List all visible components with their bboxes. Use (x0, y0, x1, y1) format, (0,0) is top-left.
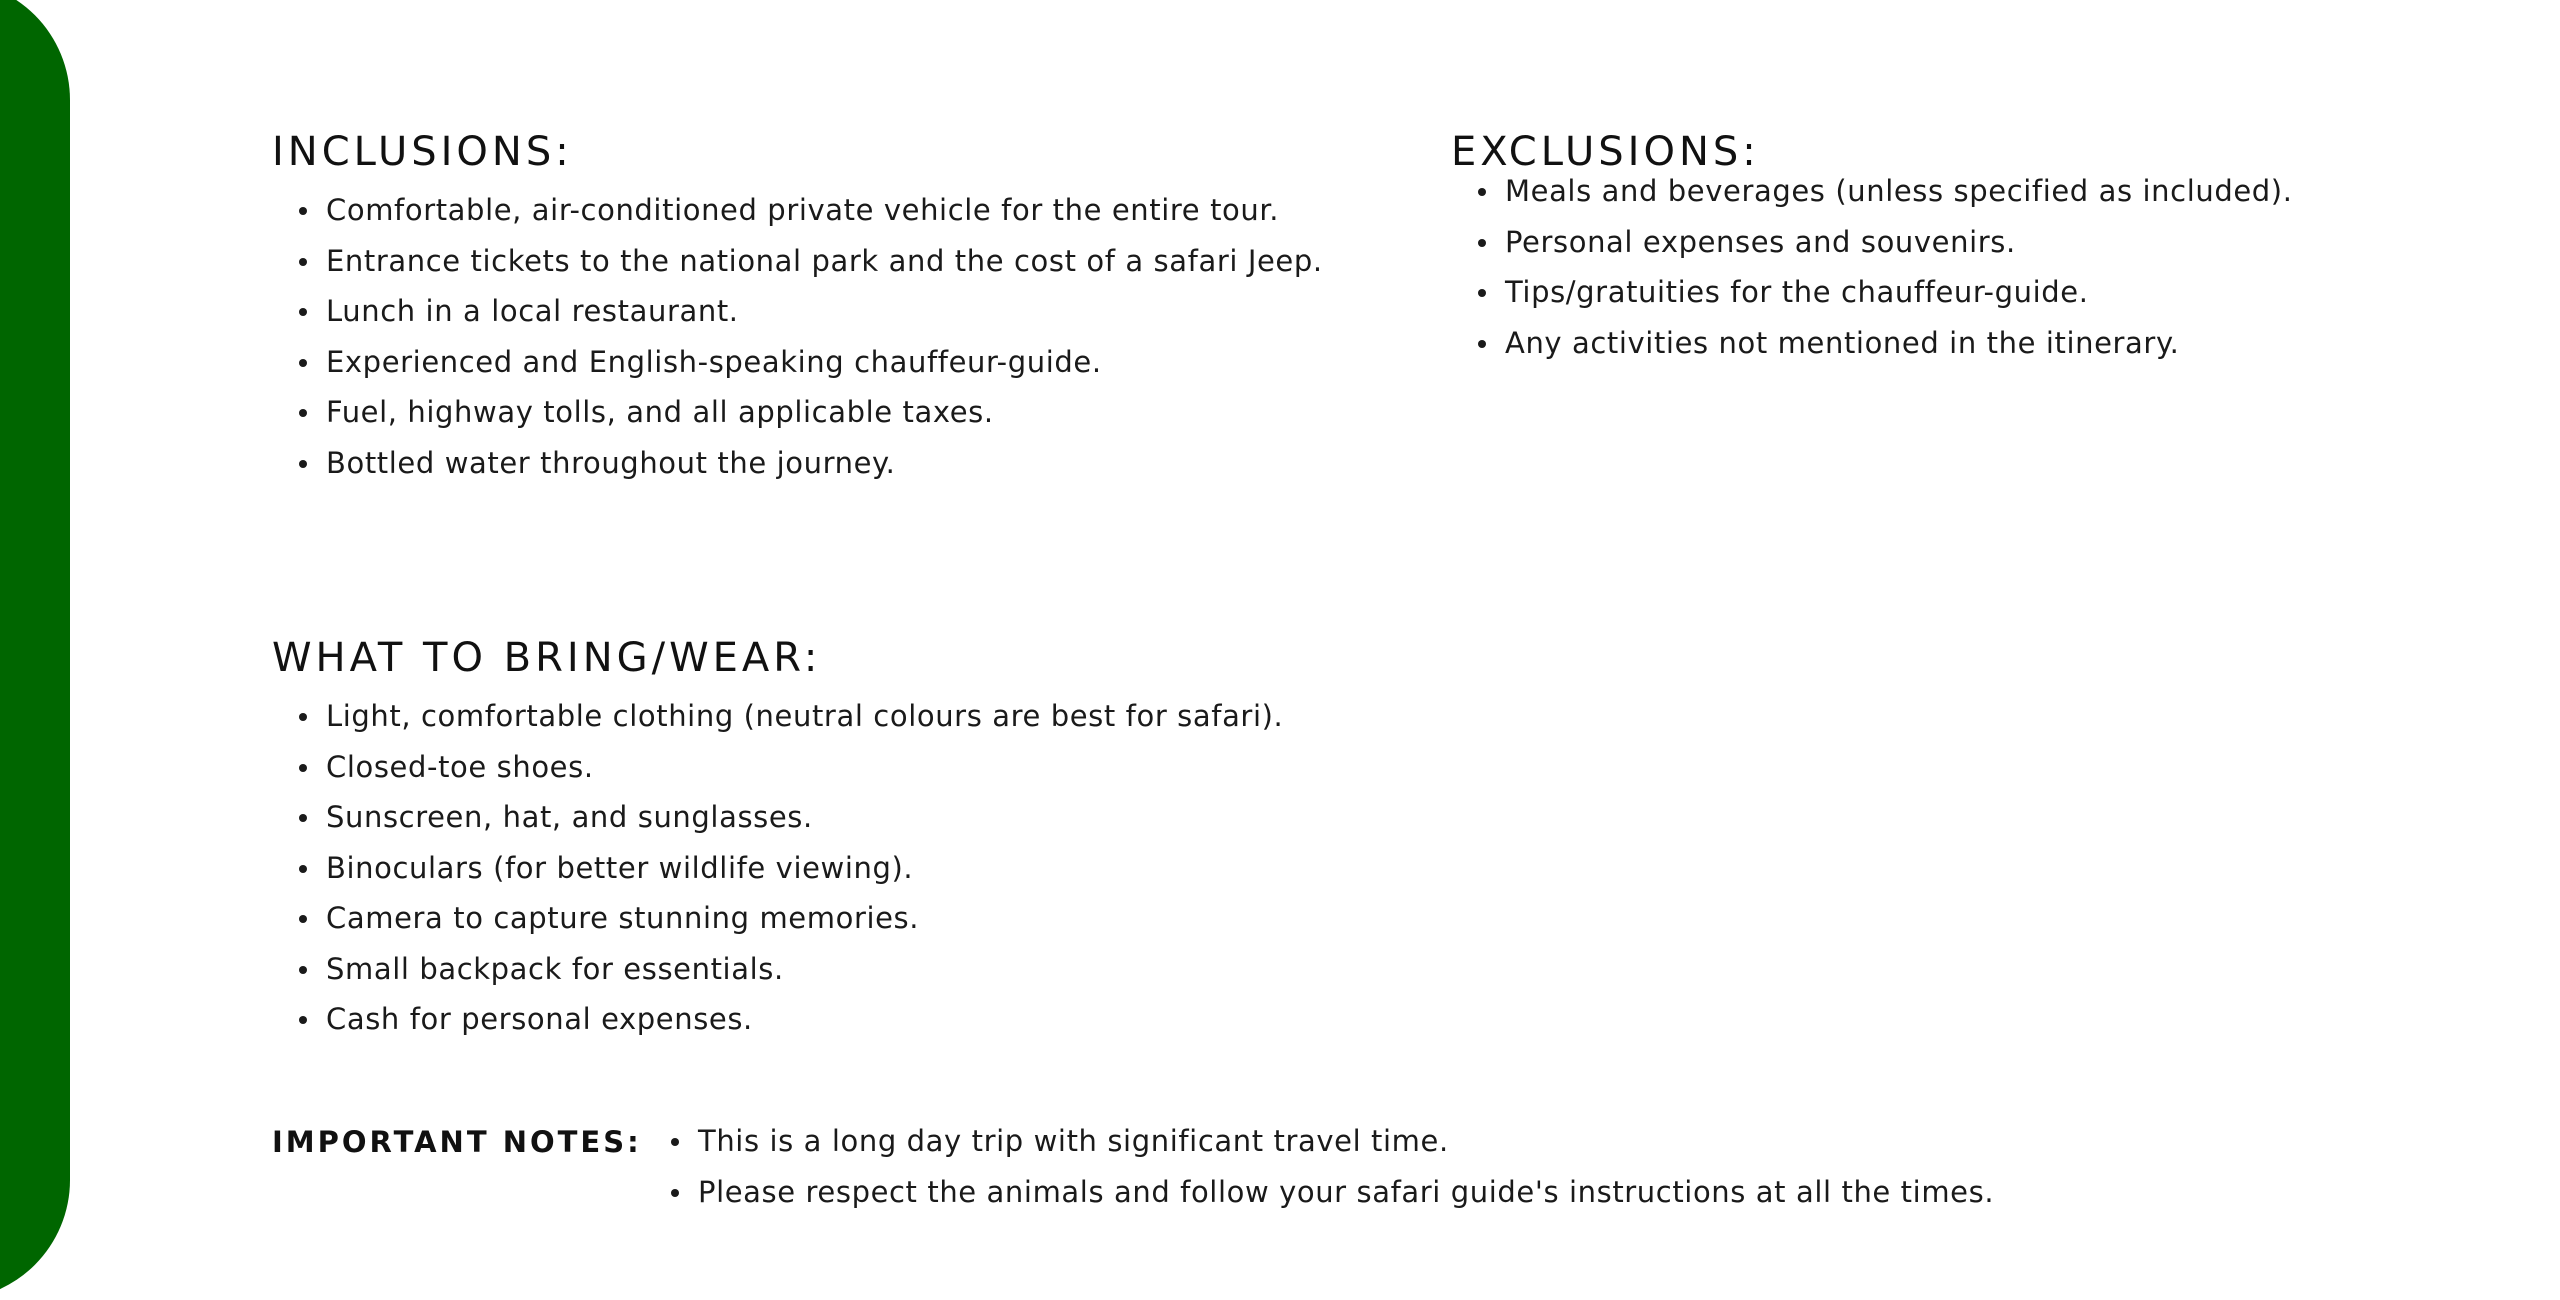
what-to-bring-list-item: Camera to capture stunning memories. (272, 893, 1332, 944)
decorative-green-bar (0, 0, 70, 1300)
exclusions-list-item: Personal expenses and souvenirs. (1451, 217, 2511, 268)
inclusions-section (272, 128, 1332, 488)
inclusions-list-item: Lunch in a local restaurant. (272, 286, 1332, 337)
what-to-bring-list-item: Small backpack for essentials. (272, 944, 1332, 995)
important-notes-section (644, 1116, 2344, 1217)
exclusions-heading: EXCLUSIONS: (1451, 129, 1760, 175)
important-notes-list (644, 1116, 2344, 1217)
inclusions-list-item: Bottled water throughout the journey. (272, 438, 1332, 489)
what-to-bring-list-item: Cash for personal expenses. (272, 994, 1332, 1045)
inclusions-list-item: Comfortable, air-conditioned private vehicle for the entire tour. (272, 185, 1332, 236)
exclusions-list (1451, 166, 2511, 368)
what-to-bring-list-item: Binoculars (for better wildlife viewing). (272, 843, 1332, 894)
inclusions-heading: INCLUSIONS: (272, 129, 573, 175)
important-notes-list-item: This is a long day trip with significant travel time. (644, 1116, 2344, 1167)
exclusions-list-item: Tips/gratuities for the chauffeur-guide. (1451, 267, 2511, 318)
important-notes-list-item: Please respect the animals and follow your safari guide's instructions at all the times. (644, 1167, 2344, 1218)
what-to-bring-list-item: Closed-toe shoes. (272, 742, 1332, 793)
what-to-bring-list-item: Light, comfortable clothing (neutral colours are best for safari). (272, 691, 1332, 742)
exclusions-list-item: Any activities not mentioned in the itinerary. (1451, 318, 2511, 369)
what-to-bring-section (272, 634, 1332, 1045)
exclusions-section (1451, 128, 2511, 368)
what-to-bring-heading: WHAT TO BRING/WEAR: (272, 635, 822, 681)
inclusions-list-item: Entrance tickets to the national park and the cost of a safari Jeep. (272, 236, 1332, 287)
exclusions-list-item: Meals and beverages (unless specified as included). (1451, 166, 2511, 217)
what-to-bring-list (272, 691, 1332, 1045)
what-to-bring-list-item: Sunscreen, hat, and sunglasses. (272, 792, 1332, 843)
inclusions-list-item: Experienced and English-speaking chauffeur-guide. (272, 337, 1332, 388)
inclusions-list-item: Fuel, highway tolls, and all applicable taxes. (272, 387, 1332, 438)
inclusions-list (272, 185, 1332, 488)
important-notes-label: IMPORTANT NOTES: (272, 1125, 642, 1159)
